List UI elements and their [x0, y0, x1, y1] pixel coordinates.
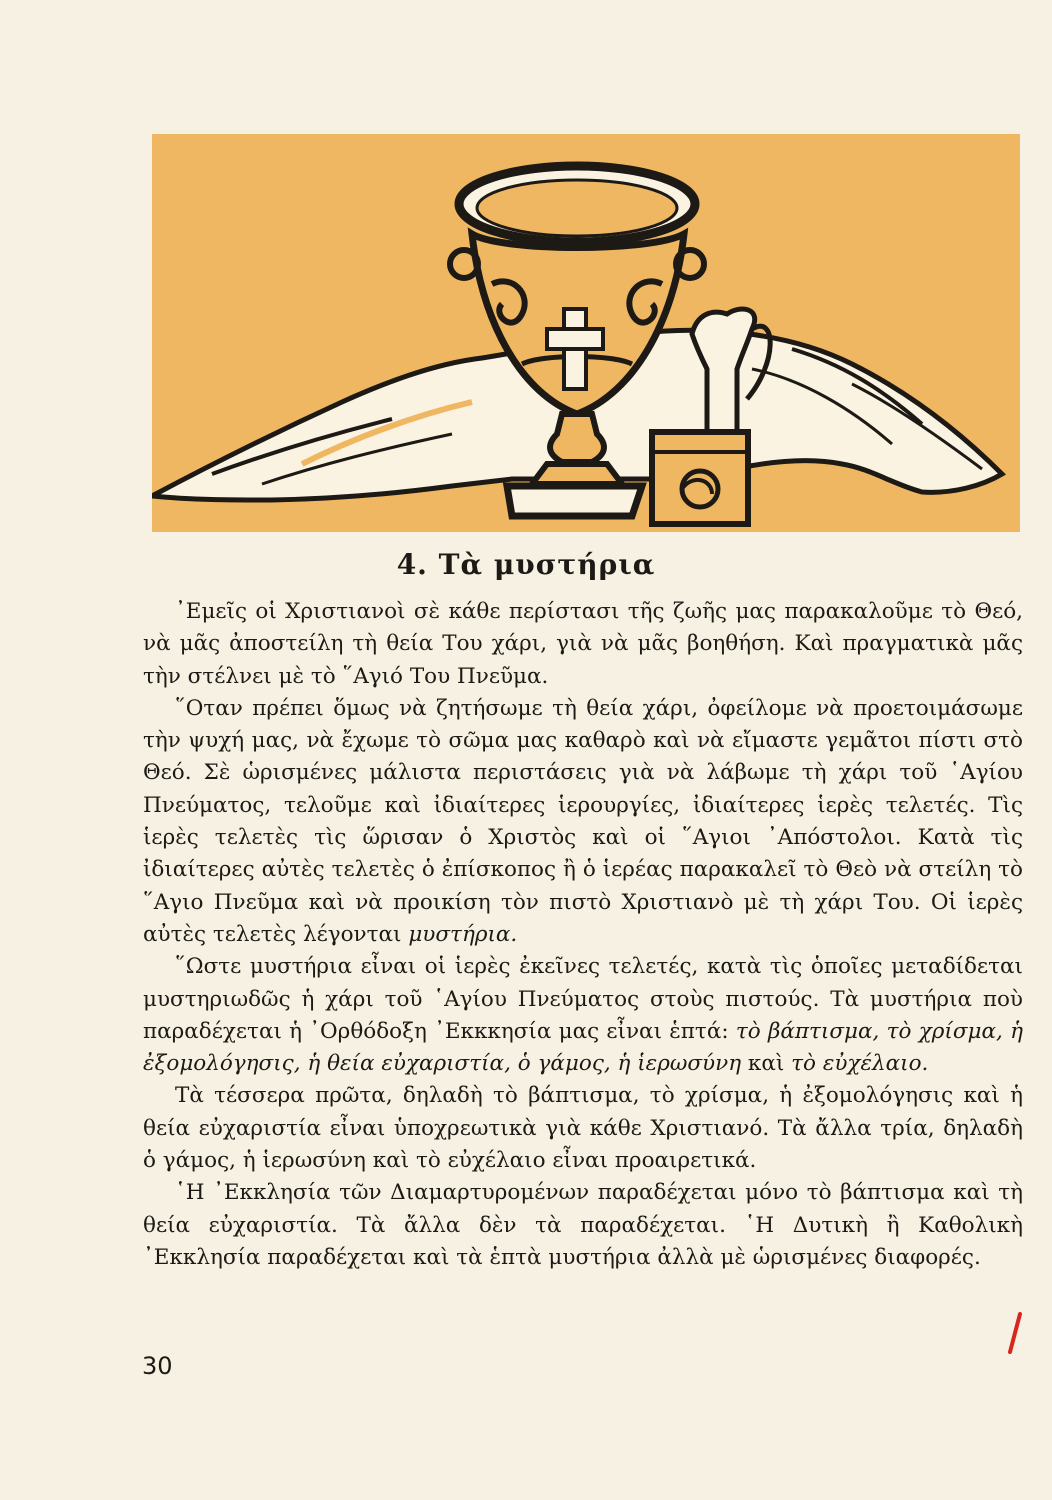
lesson-body: [143, 596, 1023, 1274]
red-pen-mark: [1004, 1312, 1026, 1356]
paragraph-1: ᾿Εμεῖς οἱ Χριστιανοὶ σὲ κάθε περίστασι τῆς ζωῆς μας παρακαλοῦμε τὸ Θεό, νὰ μᾶς ἀποστείλη τὴ θεία Του χάρι, γιὰ νὰ μᾶς βοηθήση. Καὶ πραγματικὰ μᾶς τὴν στέλνει μὲ τὸ ῞Αγιό Του Πνεῦμα.: [143, 599, 1023, 689]
paragraph-3-text: ῞Ωστε μυστήρια εἶναι οἱ ἱερὲς ἐκεῖνες τελετές, κατὰ τὶς ὁποῖες μεταδίδεται μυστηριωδῶς ἡ χάρι τοῦ ῾Αγίου Πνεύματος στοὺς πιστούς. Τὰ μυστήρια ποὺ παραδέχεται ἡ ᾿Ορθόδοξη ᾿Εκκκησία μας εἶναι ἑπτά:: [143, 954, 1023, 1044]
paragraph-3: [143, 951, 1023, 1080]
paragraph-4: Τὰ τέσσερα πρῶτα, δηλαδὴ τὸ βάπτισμα, τὸ χρίσμα, ἡ ἐξομολόγησις καὶ ἡ θεία εὐχαριστία εἶναι ὑποχρεωτικὰ γιὰ κάθε Χριστιανό. Τὰ ἄλλα τρία, δηλαδὴ ὁ γάμος, ἡ ἱερωσύνη καὶ τὸ εὐχέλαιο εἶναι προαιρετικά.: [143, 1083, 1023, 1174]
lesson-title: 4. Τὰ μυστήρια: [396, 548, 656, 581]
paragraph-2-text: ῞Οταν πρέπει ὅμως νὰ ζητήσωμε τὴ θεία χάρι, ὀφείλομε νὰ προετοιμάσωμε τὴν ψυχή μας, νὰ ἔχωμε τὸ σῶμα μας καθαρὸ καὶ νὰ εἴμαστε γεμᾶτοι πίστι στὸ Θεό. Σὲ ὡρισμένες μάλιστα περιστάσεις γιὰ νὰ λάβωμε τὴ χάρι τοῦ ῾Αγίου Πνεύματος, τελοῦμε καὶ ἰδιαίτερες ἱερουργίες, ἰδιαίτερες ἱερὲς τελετές. Τὶς ἱερὲς τελετὲς τὶς ὥρισαν ὁ Χριστὸς καὶ οἱ ῞Αγιοι ᾿Απόστολοι. Κατὰ τὶς ἰδιαίτερες αὐτὲς τελετὲς ὁ ἐπίσκοπος ἢ ὁ ἱερέας παρακαλεῖ τὸ Θεὸ νὰ στείλη τὸ ῞Αγιο Πνεῦμα καὶ νὰ προικίση τὸν πιστὸ Χριστιανὸ μὲ τὴ χάρι Του. Οἱ ἱερὲς αὐτὲς τελετὲς λέγονται: [143, 695, 1023, 947]
page-number: 30: [142, 1352, 173, 1380]
chalice-illustration: [152, 134, 1020, 532]
paragraph-3-last-sacrament: τὸ εὐχέλαιο.: [791, 1051, 929, 1077]
paragraph-3-sacraments-list: τὸ βάπτισμα, τὸ χρίσμα, ἡ ἐξομολόγησις, ἡ θεία εὐχαριστία, ὁ γάμος, ἡ ἱερωσύνη: [143, 1018, 1023, 1077]
paragraph-3-conjunction: καὶ: [747, 1051, 785, 1077]
paragraph-5: ῾Η ᾿Εκκλησία τῶν Διαμαρτυρομένων παραδέχεται μόνο τὸ βάπτισμα καὶ τὴ θεία εὐχαριστία. Τὰ ἄλλα δὲν τὰ παραδέχεται. ῾Η Δυτικὴ ἢ Καθολικὴ ᾿Εκκλησία παραδέχεται καὶ τὰ ἑπτὰ μυστήρια ἀλλὰ μὲ ὡρισμένες διαφορές.: [143, 1180, 1023, 1270]
paragraph-2-emphasis: μυστήρια.: [408, 921, 518, 947]
paragraph-2: [143, 693, 1023, 951]
